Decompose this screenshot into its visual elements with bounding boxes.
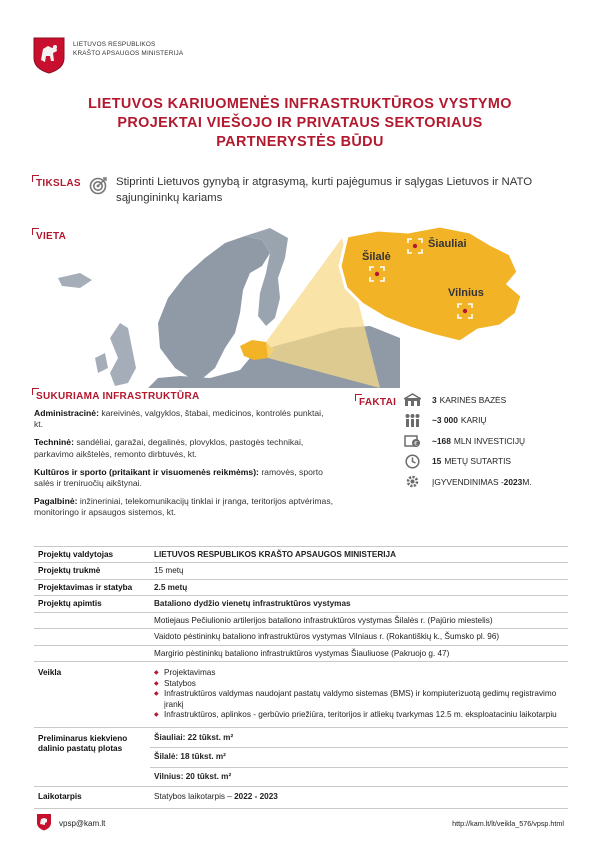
fact-contract: 15 METŲ SUTARTIS bbox=[404, 452, 532, 471]
table-row bbox=[34, 787, 568, 809]
activity-list bbox=[150, 662, 568, 728]
area-item: Vilnius: 20 tūkst. m² bbox=[150, 767, 568, 787]
scope-item: Vaidoto pėstininkų bataliono infrastruktūros vystymas Vilniaus r. (Rokantiškių k., Šumsko pl. 96) bbox=[150, 629, 568, 645]
table-row bbox=[34, 596, 568, 612]
location-section-label: VIETA bbox=[36, 231, 66, 242]
ministry-name-line1: LIETUVOS RESPUBLIKOS bbox=[73, 41, 156, 48]
row-key: Projektų valdytojas bbox=[34, 547, 150, 563]
infra-item-administrative: Administracinė: kareivinės, valgyklos, štabai, medicinos, kontrolės punktai, kt. bbox=[34, 408, 324, 430]
infrastructure-section-label: SUKURIAMA INFRASTRUKTŪRA bbox=[36, 391, 199, 402]
ministry-name bbox=[73, 40, 183, 58]
europe-map bbox=[40, 218, 580, 388]
table-row bbox=[34, 662, 568, 728]
page-title bbox=[40, 95, 560, 152]
infra-item-auxiliary: Pagalbinė: inžineriniai, telekomunikacijų tinklai ir įranga, teritorijos aptvėrimas, monitoringo ir apsaugos sistemos, kt. bbox=[34, 496, 333, 518]
row-value: LIETUVOS RESPUBLIKOS KRAŠTO APSAUGOS MINISTERIJA bbox=[150, 547, 568, 563]
map-label-silale: Šilalė bbox=[362, 251, 391, 263]
list-item: ◆ Statybos bbox=[154, 679, 564, 690]
scope-item: Margirio pėstininkų bataliono infrastruktūros vystymas Šiauliuose (Pakruojo g. 47) bbox=[150, 645, 568, 661]
coat-of-arms-logo bbox=[32, 36, 66, 74]
footer-url-link[interactable]: http://kam.lt/lt/veikla_576/vpsp.html bbox=[452, 819, 564, 828]
goal-section-label: TIKSLAS bbox=[36, 178, 81, 189]
table-row bbox=[34, 547, 568, 563]
infrastructure-list bbox=[34, 408, 334, 526]
title-line2: PROJEKTAI VIEŠOJO IR PRIVATAUS SEKTORIAUS bbox=[117, 115, 483, 131]
vilnius-marker-icon bbox=[457, 303, 473, 319]
list-item: ◆ Infrastruktūros valdymas naudojant pastatų valdymo sistemas (BMS) ir kompiuterizuotą gedimų registravimo įrankį bbox=[154, 689, 564, 710]
footer-email-link[interactable]: vpsp@kam.lt bbox=[59, 819, 106, 828]
table-row bbox=[34, 727, 568, 748]
map-label-vilnius: Vilnius bbox=[448, 287, 484, 299]
fact-investment: € ~168 MLN INVESTICIJŲ bbox=[404, 431, 532, 450]
row-key: Laikotarpis bbox=[34, 787, 150, 809]
facts-list bbox=[404, 390, 532, 493]
money-icon bbox=[404, 433, 421, 448]
goal-text: Stiprinti Lietuvos gynybą ir atgrasymą, kurti pajėgumus ir sąlygas Lietuvos ir NATO sąjungininkų kariams bbox=[116, 176, 533, 204]
table-row bbox=[34, 629, 568, 645]
target-icon bbox=[89, 177, 107, 195]
ministry-name-line2: KRAŠTO APSAUGOS MINISTERIJA bbox=[73, 50, 184, 57]
scope-item: Motiejaus Pečiulionio artilerijos bataliono infrastruktūros vystymas Šilalės r. (Pajūrio miestelis) bbox=[150, 612, 568, 628]
row-key: Preliminarus kiekvieno dalinio pastatų plotas bbox=[34, 727, 150, 787]
infra-item-technical: Techninė: sandėliai, garažai, degalinės, plovyklos, pastogės technikai, parkavimo aikštelės, remonto dirbtuvės, kt. bbox=[34, 437, 304, 459]
svg-text:€: € bbox=[414, 440, 418, 447]
siauliai-marker-icon bbox=[407, 238, 423, 254]
fact-implementation: ĮGYVENDINIMAS - 2023 M. bbox=[404, 472, 532, 491]
area-item: Šilalė: 18 tūkst. m² bbox=[150, 748, 568, 768]
row-value: 15 metų bbox=[150, 563, 568, 579]
row-value: 2.5 metų bbox=[150, 579, 568, 595]
map-label-siauliai: Šiauliai bbox=[428, 238, 467, 250]
row-value: Bataliono dydžio vienetų infrastruktūros vystymas bbox=[150, 596, 568, 612]
gear-icon bbox=[404, 474, 421, 489]
list-item: ◆ Projektavimas bbox=[154, 668, 564, 679]
period-value: Statybos laikotarpis – 2022 - 2023 bbox=[150, 787, 568, 809]
fact-soldiers: ~3 000 KARIŲ bbox=[404, 411, 532, 430]
silale-marker-icon bbox=[369, 266, 385, 282]
row-key: Projektų apimtis bbox=[34, 596, 150, 612]
row-key: Veikla bbox=[34, 662, 150, 728]
row-key: Projektavimas ir statyba bbox=[34, 579, 150, 595]
facts-section-label: FAKTAI bbox=[359, 397, 396, 408]
list-item: ◆ Infrastruktūros, aplinkos - gerbūvio priežiūra, teritorijos ir atliekų tvarkymas 12.5 m. eksploataciniu laikotarpiu bbox=[154, 710, 564, 721]
title-line1: LIETUVOS KARIUOMENĖS INFRASTRUKTŪROS VYSTYMO bbox=[88, 96, 512, 112]
area-item: Šiauliai: 22 tūkst. m² bbox=[150, 727, 568, 748]
military-base-icon bbox=[404, 392, 421, 407]
table-row bbox=[34, 612, 568, 628]
infra-item-culture-sport: Kultūros ir sporto (pritaikant ir visuomenės reikmėms): ramovės, sporto salės ir treniruočių aikštynai. bbox=[34, 466, 323, 489]
table-row bbox=[34, 579, 568, 595]
row-key: Projektų trukmė bbox=[34, 563, 150, 579]
footer-logo bbox=[36, 813, 52, 831]
clock-icon bbox=[404, 454, 421, 469]
table-row bbox=[34, 563, 568, 579]
soldiers-icon bbox=[404, 413, 421, 428]
title-line3: PARTNERYSTĖS BŪDU bbox=[216, 134, 384, 150]
table-row bbox=[34, 645, 568, 661]
project-details-table bbox=[34, 546, 568, 809]
fact-bases: 3 KARINĖS BAZĖS bbox=[404, 390, 532, 409]
